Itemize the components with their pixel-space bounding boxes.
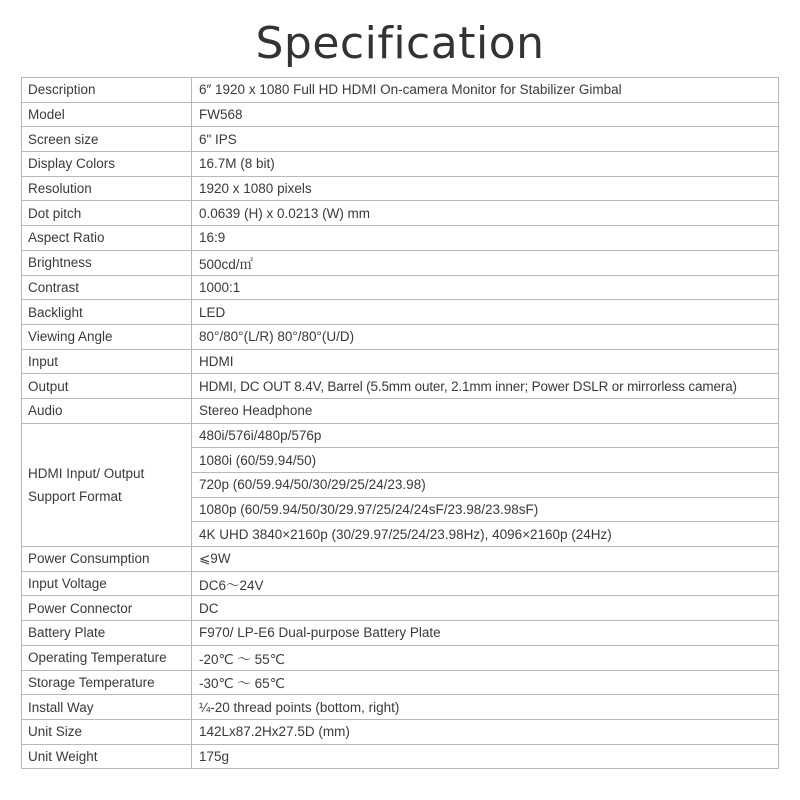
table-row <box>22 423 779 448</box>
spec-value-hdmi-480: 480i/576i/480p/576p <box>192 423 779 448</box>
spec-label-input: Input <box>22 349 192 374</box>
spec-label-power-connector: Power Connector <box>22 596 192 621</box>
table-row <box>22 226 779 251</box>
spec-value-aspect-ratio: 16:9 <box>192 226 779 251</box>
spec-value-audio: Stereo Headphone <box>192 398 779 423</box>
spec-value-install-way: ¼-20 thread points (bottom, right) <box>192 695 779 720</box>
spec-value-model: FW568 <box>192 102 779 127</box>
page-title: Specification <box>255 18 545 69</box>
spec-label-storage-temperature: Storage Temperature <box>22 670 192 695</box>
table-row <box>22 621 779 646</box>
spec-value-hdmi-4k: 4K UHD 3840×2160p (30/29.97/25/24/23.98Hz), 4096×2160p (24Hz) <box>192 522 779 547</box>
spec-label-viewing-angle: Viewing Angle <box>22 324 192 349</box>
table-row <box>22 102 779 127</box>
spec-label-resolution: Resolution <box>22 176 192 201</box>
spec-value-display-colors: 16.7M (8 bit) <box>192 152 779 177</box>
spec-label-backlight: Backlight <box>22 300 192 325</box>
table-row <box>22 571 779 596</box>
table-row <box>22 152 779 177</box>
spec-value-input-voltage: DC6～24V <box>192 571 779 596</box>
spec-label-dot-pitch: Dot pitch <box>22 201 192 226</box>
spec-label-input-voltage: Input Voltage <box>22 571 192 596</box>
table-row <box>22 547 779 572</box>
table-row <box>22 374 779 399</box>
table-row <box>22 719 779 744</box>
table-row <box>22 744 779 769</box>
spec-value-hdmi-1080i: 1080i (60/59.94/50) <box>192 448 779 473</box>
spec-value-screen-size: 6" IPS <box>192 127 779 152</box>
spec-value-hdmi-720p: 720p (60/59.94/50/30/29/25/24/23.98) <box>192 473 779 498</box>
spec-label-output: Output <box>22 374 192 399</box>
table-row <box>22 250 779 275</box>
spec-label-battery-plate: Battery Plate <box>22 621 192 646</box>
spec-value-power-consumption: ⩽9W <box>192 547 779 572</box>
spec-label-hdmi-line2: Support Format <box>28 488 122 504</box>
spec-value-power-connector: DC <box>192 596 779 621</box>
spec-value-hdmi-1080p: 1080p (60/59.94/50/30/29.97/25/24/24sF/23.98/23.98sF) <box>192 497 779 522</box>
spec-label-unit-weight: Unit Weight <box>22 744 192 769</box>
spec-value-operating-temperature: -20℃ ～ 55℃ <box>192 645 779 670</box>
table-row <box>22 695 779 720</box>
spec-value-brightness: 500cd/㎡ <box>192 250 779 275</box>
table-row <box>22 201 779 226</box>
table-row <box>22 300 779 325</box>
spec-label-audio: Audio <box>22 398 192 423</box>
spec-label-install-way: Install Way <box>22 695 192 720</box>
spec-value-resolution: 1920 x 1080 pixels <box>192 176 779 201</box>
spec-label-display-colors: Display Colors <box>22 152 192 177</box>
table-row <box>22 398 779 423</box>
table-row <box>22 645 779 670</box>
table-row <box>22 324 779 349</box>
table-row <box>22 275 779 300</box>
table-row <box>22 176 779 201</box>
table-row <box>22 349 779 374</box>
spec-label-brightness: Brightness <box>22 250 192 275</box>
spec-value-storage-temperature: -30℃ ～ 65℃ <box>192 670 779 695</box>
spec-label-contrast: Contrast <box>22 275 192 300</box>
spec-value-input: HDMI <box>192 349 779 374</box>
table-row <box>22 127 779 152</box>
spec-value-battery-plate: F970/ LP-E6 Dual-purpose Battery Plate <box>192 621 779 646</box>
table-row <box>22 596 779 621</box>
spec-value-contrast: 1000:1 <box>192 275 779 300</box>
table-row <box>22 670 779 695</box>
spec-label-hdmi-line1: HDMI Input/ Output <box>28 465 145 481</box>
spec-value-unit-size: 142Lx87.2Hx27.5D (mm) <box>192 719 779 744</box>
spec-label-hdmi-format <box>22 423 192 546</box>
specification-table <box>21 77 779 769</box>
spec-value-unit-weight: 175g <box>192 744 779 769</box>
spec-value-description: 6″ 1920 x 1080 Full HD HDMI On-camera Monitor for Stabilizer Gimbal <box>192 78 779 103</box>
spec-label-model: Model <box>22 102 192 127</box>
table-row <box>22 78 779 103</box>
spec-label-operating-temperature: Operating Temperature <box>22 645 192 670</box>
spec-value-dot-pitch: 0.0639 (H) x 0.0213 (W) mm <box>192 201 779 226</box>
spec-label-power-consumption: Power Consumption <box>22 547 192 572</box>
spec-value-viewing-angle: 80°/80°(L/R) 80°/80°(U/D) <box>192 324 779 349</box>
spec-value-output: HDMI, DC OUT 8.4V, Barrel (5.5mm outer, 2.1mm inner; Power DSLR or mirrorless camera) <box>192 374 779 399</box>
spec-value-backlight: LED <box>192 300 779 325</box>
spec-label-description: Description <box>22 78 192 103</box>
spec-label-aspect-ratio: Aspect Ratio <box>22 226 192 251</box>
spec-label-unit-size: Unit Size <box>22 719 192 744</box>
spec-label-screen-size: Screen size <box>22 127 192 152</box>
